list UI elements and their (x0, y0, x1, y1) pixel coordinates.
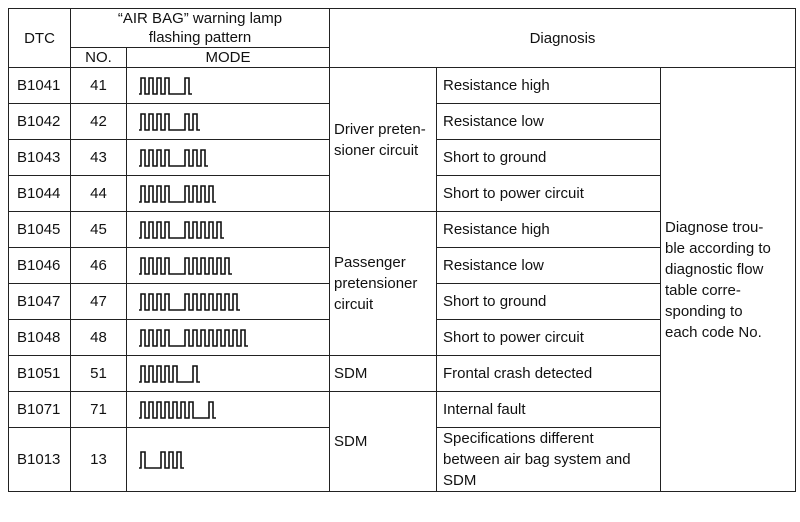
diagnosis-text: Short to ground (437, 284, 661, 320)
group-driver-line2: sioner circuit (334, 141, 419, 159)
table-row (9, 68, 796, 104)
flash-pattern (127, 356, 330, 392)
lamp-header-line2: flashing pattern (148, 29, 252, 46)
lamp-pattern-header (71, 9, 330, 48)
flash-pattern-svg (139, 111, 259, 133)
diagnosis-text: Short to ground (437, 140, 661, 176)
note-line: table corre- (665, 281, 741, 299)
flash-waveform (139, 330, 248, 346)
dtc-code: B1045 (9, 212, 71, 248)
diagnosis-line: Specifications different (443, 430, 594, 447)
code-number: 71 (71, 392, 127, 428)
code-number: 47 (71, 284, 127, 320)
flash-pattern (127, 320, 330, 356)
group-passenger-line2: pretensioner (334, 275, 418, 292)
dtc-header: DTC (9, 9, 71, 68)
flash-waveform (139, 366, 200, 382)
note-line: each code No. (665, 323, 762, 341)
dtc-code: B1071 (9, 392, 71, 428)
code-number: 51 (71, 356, 127, 392)
code-number: 43 (71, 140, 127, 176)
note-line: Diagnose trou- (665, 218, 764, 236)
diagnosis-text: Resistance low (437, 104, 661, 140)
flash-waveform (139, 222, 224, 238)
code-number: 41 (71, 68, 127, 104)
flash-pattern (127, 68, 330, 104)
dtc-code: B1047 (9, 284, 71, 320)
group-sdm: SDM (330, 356, 437, 392)
dtc-code: B1013 (9, 428, 71, 492)
flash-pattern (127, 284, 330, 320)
code-number: 45 (71, 212, 127, 248)
flash-pattern-svg (139, 147, 259, 169)
flash-pattern (127, 104, 330, 140)
dtc-code: B1041 (9, 68, 71, 104)
flash-pattern (127, 176, 330, 212)
flash-pattern-svg (139, 291, 309, 313)
dtc-code: B1048 (9, 320, 71, 356)
flash-pattern (127, 392, 330, 428)
diagnosis-line: SDM (443, 472, 477, 489)
flash-waveform (139, 258, 232, 274)
note-line: diagnostic flow (665, 260, 764, 278)
diagnosis-text: Short to power circuit (437, 320, 661, 356)
code-number: 13 (71, 428, 127, 492)
dtc-code: B1044 (9, 176, 71, 212)
flash-waveform (139, 402, 216, 418)
group-driver-pretensioner (330, 68, 437, 212)
group-driver-line1: Driver preten- (334, 120, 426, 138)
flash-pattern-svg (139, 183, 279, 205)
flash-waveform (139, 186, 216, 202)
diagnosis-text: Resistance low (437, 248, 661, 284)
group-sdm: SDM (330, 392, 437, 492)
dtc-code: B1046 (9, 248, 71, 284)
diagnosis-text (437, 428, 661, 492)
flash-pattern-svg (139, 75, 259, 97)
diagnosis-note (661, 68, 796, 492)
group-passenger-line1: Passenger (334, 254, 406, 271)
flash-pattern-svg (139, 399, 279, 421)
flash-pattern-svg (139, 327, 319, 349)
diagnosis-text: Frontal crash detected (437, 356, 661, 392)
code-number: 42 (71, 104, 127, 140)
diagnosis-text: Resistance high (437, 212, 661, 248)
flash-pattern (127, 248, 330, 284)
flash-pattern (127, 428, 330, 492)
diagnosis-header: Diagnosis (330, 9, 796, 68)
group-passenger-pretensioner (330, 212, 437, 356)
flash-waveform (139, 294, 240, 310)
flash-waveform (139, 150, 208, 166)
group-passenger-line3: circuit (334, 296, 374, 313)
flash-pattern-svg (139, 363, 259, 385)
code-number: 46 (71, 248, 127, 284)
diagnosis-text: Resistance high (437, 68, 661, 104)
flash-pattern (127, 140, 330, 176)
note-line: ble according to (665, 239, 771, 257)
note-line: sponding to (665, 302, 743, 320)
code-number: 48 (71, 320, 127, 356)
flash-waveform (139, 78, 192, 94)
flash-waveform (139, 114, 200, 130)
dtc-code: B1042 (9, 104, 71, 140)
flash-pattern (127, 212, 330, 248)
flash-pattern-svg (139, 219, 289, 241)
flash-pattern-svg (139, 255, 299, 277)
flash-pattern-svg (139, 449, 259, 471)
code-number: 44 (71, 176, 127, 212)
diagnosis-text: Short to power circuit (437, 176, 661, 212)
lamp-header-line1: “AIR BAG” warning lamp (117, 10, 283, 27)
no-header: NO. (71, 48, 127, 68)
dtc-code: B1043 (9, 140, 71, 176)
mode-header: MODE (127, 48, 330, 68)
diagnosis-line: between air bag system and (443, 451, 631, 468)
diagnosis-text: Internal fault (437, 392, 661, 428)
flash-waveform (139, 452, 184, 468)
dtc-table (8, 8, 796, 492)
dtc-code: B1051 (9, 356, 71, 392)
